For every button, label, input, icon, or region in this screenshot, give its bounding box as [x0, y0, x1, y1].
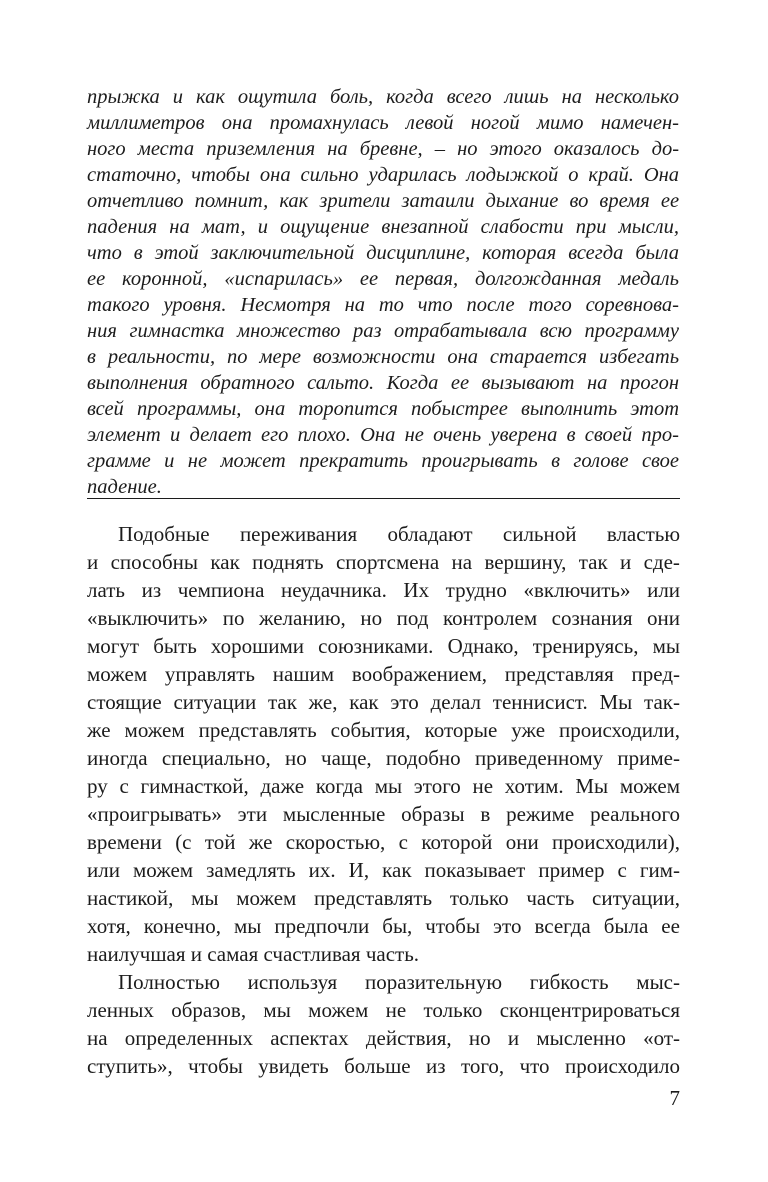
quote-line: элемент и делает его плохо. Она не очень уверена в своей про- — [87, 424, 679, 446]
quote-line: падения на мат, и ощущение внезапной слабости при мысли, — [87, 216, 679, 238]
quote-line: ного места приземления на бревне, – но этого оказалось до- — [87, 138, 680, 160]
quote-line: прыжка и как ощутила боль, когда всего лишь на несколько — [87, 86, 679, 108]
paragraph-line: или можем замедлять их. И, как показывает пример с гим- — [87, 858, 680, 882]
quote-line: падение. — [87, 476, 162, 498]
paragraph-line: настикой, мы можем представлять только часть ситуации, — [87, 886, 680, 910]
paragraph-line: же можем представлять события, которые уже происходили, — [87, 718, 681, 742]
quote-line: ния гимнастка множество раз отрабатывала всю программу — [87, 320, 679, 342]
paragraph-line: наилучшая и самая счастливая часть. — [87, 942, 420, 966]
paragraph-line: Подобные переживания обладают сильной властью — [118, 522, 681, 546]
quote-line: грамме и не может прекратить проигрывать в голове свое — [87, 450, 680, 472]
section-divider — [87, 498, 680, 499]
paragraph-line: могут быть хорошими союзниками. Однако, тренируясь, мы — [87, 634, 680, 658]
quote-line: в реальности, по мере возможности она старается избегать — [87, 346, 680, 368]
paragraph-line: стоящие ситуации так же, как это делал теннисист. Мы так- — [87, 690, 680, 714]
quote-line: такого уровня. Несмотря на то что после того соревнова- — [87, 294, 679, 316]
quote-line: что в этой заключительной дисциплине, которая всегда была — [87, 242, 679, 264]
paragraph-line: на определенных аспектах действия, но и мысленно «от- — [87, 1026, 680, 1050]
paragraph-line: хотя, конечно, мы предпочли бы, чтобы это всегда была ее — [87, 914, 680, 938]
paragraph-line: «выключить» по желанию, но под контролем сознания они — [87, 606, 681, 630]
paragraph-line: «проигрывать» эти мысленные образы в режиме реального — [87, 802, 681, 826]
paragraph-line: ленных образов, мы можем не только сконцентрироваться — [87, 998, 681, 1022]
quote-line: статочно, чтобы она сильно ударилась лодыжкой о край. Она — [87, 164, 680, 186]
paragraph-line: ступить», чтобы увидеть больше из того, что происходило — [87, 1054, 680, 1078]
quote-line: выполнения обратного сальто. Когда ее вызывают на прогон — [87, 372, 680, 394]
quote-line: ее коронной, «испарилась» ее первая, долгожданная медаль — [87, 268, 679, 290]
page-number: 7 — [669, 1086, 680, 1110]
quote-line: отчетливо помнит, как зрители затаили дыхание во время ее — [87, 190, 680, 212]
paragraph-line: и способны как поднять спортсмена на вершину, так и сде- — [87, 550, 680, 574]
paragraph-line: лать из чемпиона неудачника. Их трудно «включить» или — [87, 578, 681, 602]
paragraph-line: можем управлять нашим воображением, представляя пред- — [87, 662, 680, 686]
paragraph-line: ру с гимнасткой, даже когда мы этого не хотим. Мы можем — [87, 774, 680, 798]
quote-line: всей программы, она торопится побыстрее выполнить этот — [87, 398, 680, 420]
paragraph-line: Полностью используя поразительную гибкость мыс- — [118, 970, 680, 994]
paragraph-line: иногда специально, но чаще, подобно приведенному приме- — [87, 746, 680, 770]
paragraph-line: времени (с той же скоростью, с которой они происходили), — [87, 830, 681, 854]
quote-line: миллиметров она промахнулась левой ногой мимо намечен- — [87, 112, 679, 134]
